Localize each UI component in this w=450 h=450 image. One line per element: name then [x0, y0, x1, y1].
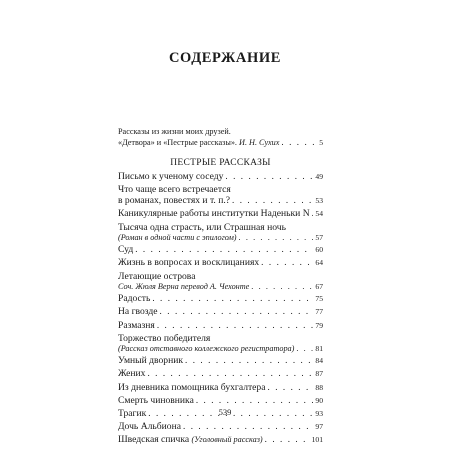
toc-entry[interactable]	[118, 184, 323, 207]
toc-entry-page: 87	[315, 369, 323, 379]
section-title: ПЕСТРЫЕ РАССКАЗЫ	[170, 158, 271, 168]
preface-line-1: Рассказы из жизни моих друзей.	[118, 127, 231, 136]
toc-entry-page: 81	[315, 343, 323, 353]
page-number: 539	[218, 407, 232, 417]
toc-entry-page: 67	[315, 281, 323, 291]
dot-leader	[152, 293, 313, 305]
toc-entry-page: 97	[315, 422, 323, 432]
toc-entry-title: Размазня	[118, 319, 155, 331]
toc-entry[interactable]	[118, 171, 323, 183]
toc-entry-title: Жизнь в вопросах и восклицаниях	[118, 257, 260, 269]
dot-leader	[157, 320, 314, 332]
toc-entry[interactable]	[118, 355, 323, 367]
toc-entry-page: 53	[315, 196, 323, 206]
toc-entry[interactable]	[118, 333, 323, 354]
toc-entry-title-line-1: Торжество победителя	[118, 332, 211, 344]
dot-leader	[183, 421, 313, 433]
dot-leader	[147, 368, 313, 380]
toc-entry[interactable]	[118, 244, 323, 256]
toc-entry-page: 64	[315, 258, 323, 268]
toc-entry-title: Письмо к ученому соседу	[118, 171, 224, 182]
toc-entry-title: Смерть чиновника	[118, 394, 194, 406]
toc-entry-subtitle: (Роман в одной части с эпилогом)	[118, 232, 237, 242]
toc-entry-page: 90	[315, 395, 323, 405]
toc-entry-title: Из дневника помощника бухгалтера	[118, 381, 266, 393]
toc-entry-page: 49	[315, 172, 323, 181]
toc-entry-title: На гвозде	[118, 306, 158, 318]
toc-entry[interactable]	[118, 257, 323, 269]
toc-entry-page: 77	[315, 307, 323, 317]
dot-leader	[296, 344, 313, 354]
toc-entry[interactable]	[118, 320, 323, 332]
toc-entry-title: Жених	[118, 368, 146, 380]
toc-entry-page: 79	[315, 320, 323, 330]
toc-entry-page: 75	[315, 294, 323, 304]
toc-entry-page: 88	[315, 382, 323, 392]
toc-entry-title: Умный дворник	[118, 355, 184, 367]
toc-entry[interactable]	[118, 306, 323, 318]
dot-leader	[281, 137, 317, 148]
toc-entry-page: 57	[315, 232, 323, 242]
toc-entry-page: 60	[315, 245, 323, 255]
toc-entry-title-line-1: Тысяча одна страсть, или Страшная ночь	[118, 221, 286, 233]
toc-entry-title: Суд	[118, 244, 134, 256]
dot-leader	[225, 171, 313, 183]
toc-entry[interactable]	[118, 368, 323, 380]
toc-entry-page: 101	[311, 435, 323, 445]
toc-entry[interactable]	[118, 293, 323, 305]
preface-entry	[118, 126, 323, 148]
toc-entry-page: 54	[315, 209, 323, 219]
dot-leader	[185, 355, 313, 367]
toc-entry-title-line-1: Что чаще всего встречается	[118, 184, 231, 196]
toc-entry-title: Трагик	[118, 408, 147, 420]
dot-leader	[232, 195, 313, 207]
dot-leader	[312, 208, 314, 220]
preface-author: И. Н. Сухих	[239, 138, 280, 147]
dot-leader	[268, 382, 314, 394]
toc-entry-title: Дочь Альбиона	[118, 421, 181, 433]
dot-leader	[239, 233, 314, 243]
preface-page: 5	[319, 138, 323, 147]
toc-entry-title-line-1: Летающие острова	[118, 270, 196, 282]
toc-entry[interactable]	[118, 271, 323, 292]
page-title: СОДЕРЖАНИЕ	[168, 50, 282, 66]
toc-entry-title: Каникулярные работы институтки Наденьки N	[118, 208, 310, 220]
toc-entry[interactable]	[118, 208, 323, 220]
dot-leader	[196, 395, 314, 407]
toc-entry-title: Радость	[118, 293, 151, 305]
toc-entry[interactable]	[118, 421, 323, 433]
toc-entry-subtitle: (Уголовный рассказ)	[191, 435, 263, 445]
toc-entry[interactable]	[118, 382, 323, 394]
dot-leader	[160, 306, 314, 318]
toc-entry-title: Шведская спичка	[118, 434, 192, 446]
toc-entry-page: 84	[315, 356, 323, 366]
toc-entry[interactable]	[118, 434, 323, 446]
toc-entry[interactable]	[118, 395, 323, 407]
dot-leader	[251, 282, 313, 292]
toc-entry-page: 93	[315, 409, 323, 419]
toc-entry-subtitle: Соч. Жюля Верна перевод А. Чехонте	[118, 281, 250, 291]
dot-leader	[135, 244, 313, 256]
dot-leader	[265, 434, 310, 446]
toc-entry[interactable]	[118, 222, 323, 243]
toc-entry-title: в романах, повестях и т. п.?	[118, 195, 231, 207]
dot-leader	[261, 257, 313, 269]
toc-entry-subtitle: (Рассказ отставного коллежского регистратора)	[118, 343, 295, 353]
preface-line-2: «Детвора» и «Пестрые рассказы».	[118, 138, 240, 147]
